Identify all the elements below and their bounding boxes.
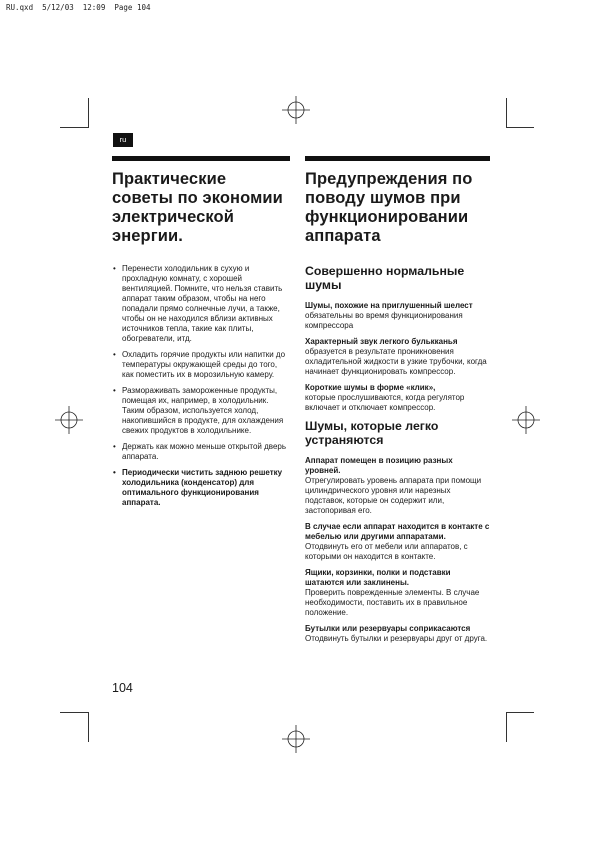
crop-mark xyxy=(506,712,507,742)
list-item: • Размораживать замороженные продукты, помещая их, например, в холодильник. Таким образом, используется холод, накопившийся в продукте, для охлаждения свежих продуктов в холодильнике. xyxy=(113,386,284,435)
normal-noises-heading: Совершенно нормальные шумы xyxy=(305,264,465,292)
list-item: • Держать как можно меньше открытой дверь аппарата. xyxy=(113,442,287,461)
crop-mark xyxy=(88,712,89,742)
registration-mark-right xyxy=(512,406,540,434)
registration-mark-bottom xyxy=(282,725,310,753)
noise-item: Шумы, похожие на приглушенный шелест обязательны во время функционирования компрессора xyxy=(305,301,473,330)
page-number: 104 xyxy=(112,681,133,695)
energy-tips-list xyxy=(112,264,290,508)
crop-mark xyxy=(506,98,507,128)
crop-mark xyxy=(506,127,534,128)
removable-noises-heading: Шумы, которые легко устраняются xyxy=(305,419,439,447)
crop-mark xyxy=(506,712,534,713)
left-column-rule xyxy=(112,156,290,161)
noise-item: Короткие шумы в форме «клик», которые прослушиваются, когда регулятор включает и отключает компрессор. xyxy=(305,383,465,412)
crop-mark xyxy=(88,98,89,128)
list-item: • Охладить горячие продукты или напитки до температуры окружающей среды до того, как поместить их в морозильную камеру. xyxy=(113,350,286,379)
noise-item: Аппарат помещен в позицию разных уровней. Отрегулировать уровень аппарата при помощи цилиндрического уровня или нарезных подставок, которые он содержит или, застопоривая его. xyxy=(305,456,482,515)
print-slug: RU.qxd 5/12/03 12:09 Page 104 xyxy=(6,3,151,12)
registration-mark-top xyxy=(282,96,310,124)
registration-mark-left xyxy=(55,406,83,434)
right-column xyxy=(305,170,490,650)
noise-item: В случае если аппарат находится в контакте с мебелью или другими аппаратами. Отодвинуть его от мебели или аппаратов, с которыми он находится в контакте. xyxy=(305,522,490,561)
energy-tips-title: Практические советы по экономии электрической энергии. xyxy=(112,170,283,245)
left-column xyxy=(112,170,290,514)
crop-mark xyxy=(60,712,88,713)
noise-item: Ящики, корзинки, полки и подставки шатаются или заклинены. Проверить поврежденные элементы. В случае необходимости, поставить их в правильное положение. xyxy=(305,568,480,617)
language-tab: ru xyxy=(113,133,133,147)
noise-warnings-title: Предупреждения по поводу шумов при функционировании аппарата xyxy=(305,170,473,245)
right-column-rule xyxy=(305,156,490,161)
crop-mark xyxy=(60,127,88,128)
noise-item: Бутылки или резервуары соприкасаются Отодвинуть бутылки и резервуары друг от друга. xyxy=(305,624,488,643)
noise-item: Характерный звук легкого булькканья образуется в результате проникновения охладительной жидкости в узкие трубочки, когда начинает функционировать компрессор. xyxy=(305,337,487,376)
list-item: • Перенести холодильник в сухую и прохладную комнату, с хорошей вентиляцией. Помните, что нельзя ставить аппарат таким образом, чтобы на него попадали прямо солнечные лучи, а также, чтобы он не находился вблизи активных источников тепла, такие как плиты, обогреватели, итд. xyxy=(113,264,283,343)
list-item: • Периодически чистить заднюю решетку холодильника (конденсатор) для оптимального функционирования аппарата. xyxy=(113,468,283,507)
